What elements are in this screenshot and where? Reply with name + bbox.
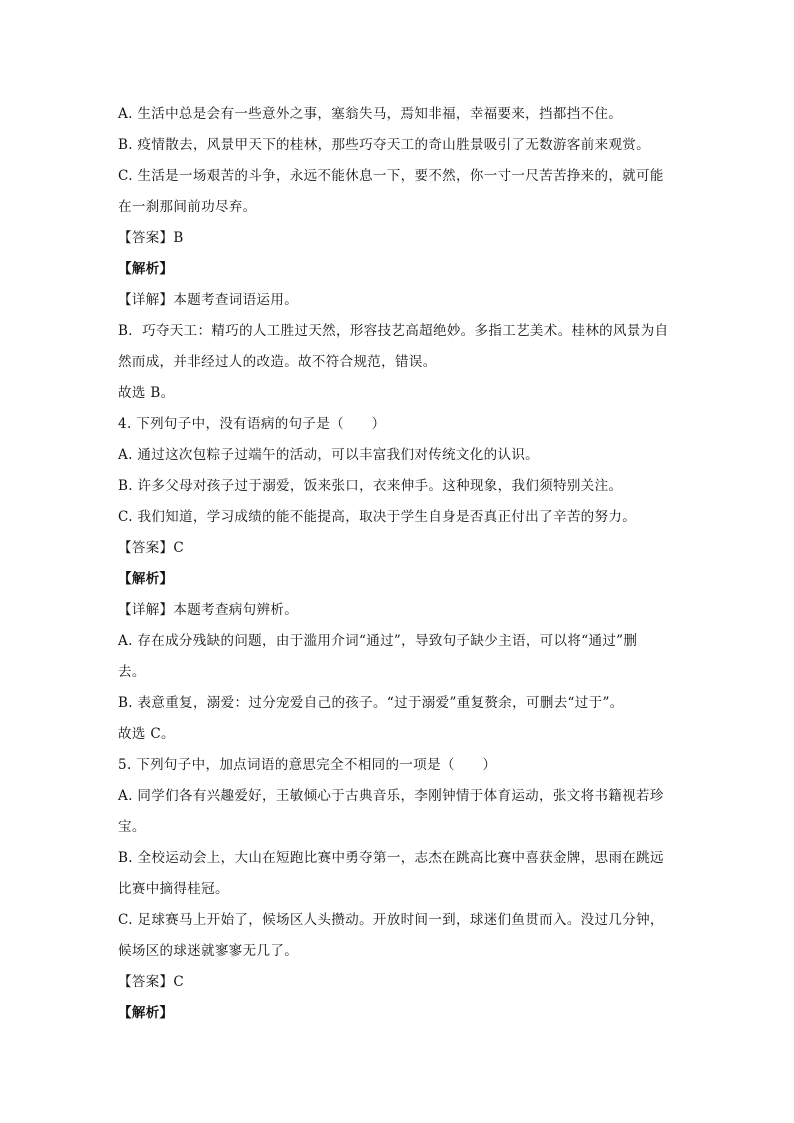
question-4: 4. 下列句子中，没有语病的句子是（ ） — [118, 416, 386, 432]
explanation-continuation: 去。 — [118, 664, 146, 680]
option-a-line: A. 同学们各有兴趣爱好，王敏倾心于古典音乐，李刚钟情于体育运动，张文将书籍视若珍 — [118, 788, 664, 804]
option-c-line: C. 足球赛马上开始了，候场区人头攒动。开放时间一到，球迷们鱼贯而入。没过几分钟， — [118, 912, 664, 928]
analysis-heading: 【解析】 — [118, 571, 174, 587]
option-b-continuation: 比赛中摘得桂冠。 — [118, 881, 229, 897]
option-b-line: B. 疫情散去，风景甲天下的桂林，那些巧夺天工的奇山胜景吸引了无数游客前来观赏。 — [118, 137, 651, 153]
question-5: 5. 下列句子中，加点词语的意思完全不相同的一项是（ ） — [118, 757, 497, 773]
option-c-continuation: 在一刹那间前功尽弃。 — [118, 199, 257, 215]
explanation-line: B．巧夺天工：精巧的人工胜过天然，形容技艺高超绝妙。多指工艺美术。桂林的风景为自 — [118, 323, 669, 339]
option-b-line: B. 许多父母对孩子过于溺爱，饭来张口，衣来伸手。这种现象，我们须特别关注。 — [118, 478, 623, 494]
option-b-line: B. 全校运动会上，大山在短跑比赛中勇夺第一，志杰在跳高比赛中喜获金牌，思雨在跳远 — [118, 850, 664, 866]
answer-label: 【答案】B — [118, 230, 184, 246]
answer-label: 【答案】C — [118, 540, 185, 556]
conclusion-line: 故选 C。 — [118, 726, 175, 742]
option-a-continuation: 宝。 — [118, 819, 146, 835]
detail-explanation: 【详解】本题考查词语运用。 — [118, 292, 299, 308]
option-c-continuation: 候场区的球迷就寥寥无几了。 — [118, 943, 299, 959]
explanation-line: A. 存在成分残缺的问题，由于滥用介词“通过”，导致句子缺少主语，可以将“通过”删 — [118, 633, 638, 649]
explanation-continuation: 然而成，并非经过人的改造。故不符合规范，错误。 — [118, 354, 437, 370]
conclusion-line: 故选 B。 — [118, 385, 175, 401]
option-a-line: A. 生活中总是会有一些意外之事，塞翁失马，焉知非福，幸福要来，挡都挡不住。 — [118, 106, 623, 122]
option-c-line: C. 生活是一场艰苦的斗争，永远不能休息一下，要不然，你一寸一尺苦苦挣来的，就可能 — [118, 168, 664, 184]
option-a-line: A. 通过这次包粽子过端午的活动，可以丰富我们对传统文化的认识。 — [118, 447, 540, 463]
detail-explanation: 【详解】本题考查病句辨析。 — [118, 602, 299, 618]
option-c-line: C. 我们知道，学习成绩的能不能提高，取决于学生自身是否真正付出了辛苦的努力。 — [118, 509, 637, 525]
analysis-heading: 【解析】 — [118, 1005, 174, 1021]
answer-label: 【答案】C — [118, 974, 185, 990]
analysis-heading: 【解析】 — [118, 261, 174, 277]
explanation-line: B. 表意重复，溺爱：过分宠爱自己的孩子。“过于溺爱”重复赘余，可删去“过于”。 — [118, 695, 624, 711]
